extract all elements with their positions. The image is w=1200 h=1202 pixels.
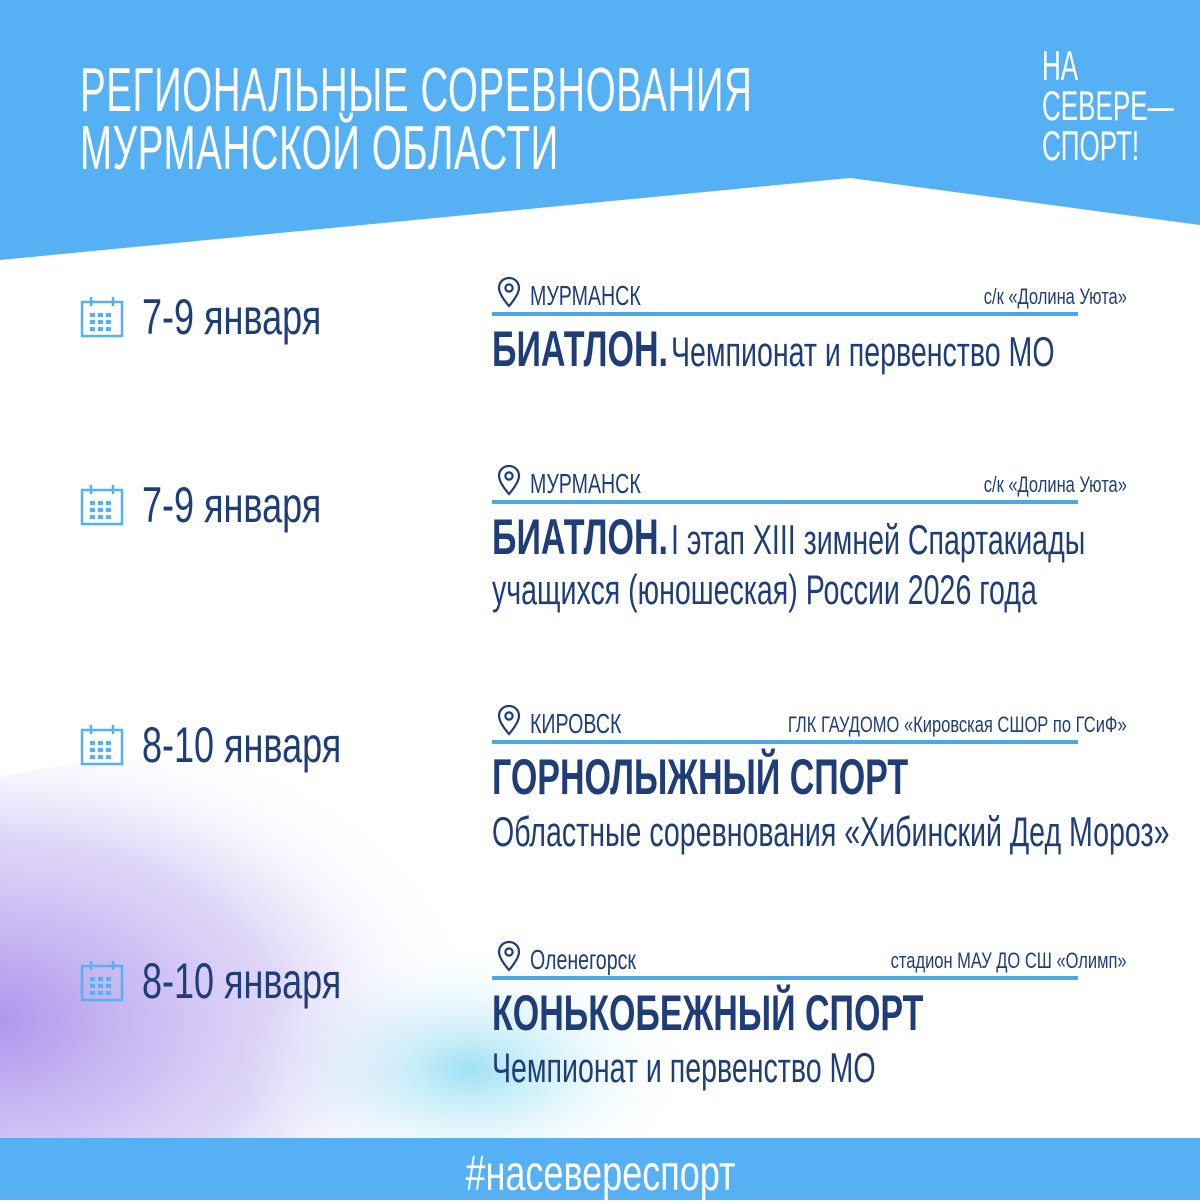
location-underline [492, 976, 1078, 980]
event-date-text: 8-10 января [142, 717, 342, 773]
event-venue: с/к «Долина Уюта» [983, 284, 1127, 309]
calendar-icon [80, 959, 124, 1003]
title-line-2: МУРМАНСКОЙ ОБЛАСТИ [80, 114, 559, 183]
location-pin-icon [497, 464, 521, 496]
event-venue: с/к «Долина Уюта» [983, 472, 1127, 497]
event-description: I этап XIII зимней Спартакиады [670, 516, 1086, 563]
event-description-line-2: Областные соревнования «Хибинский Дед Мороз» [492, 808, 1170, 855]
event-location [497, 462, 1127, 502]
event-date-text: 7-9 января [142, 289, 322, 345]
event-item [0, 280, 1200, 472]
event-title [492, 320, 1055, 378]
event-date [80, 717, 419, 773]
event-item [0, 944, 1200, 1136]
event-venue: стадион МАУ ДО СШ «Олимп» [891, 948, 1127, 973]
event-item [0, 708, 1200, 900]
event-sport: ГОРНОЛЫЖНЫЙ СПОРТ [492, 749, 909, 805]
calendar-icon [80, 723, 124, 767]
location-pin-icon [497, 940, 521, 972]
slogan-logo [1042, 42, 1174, 169]
slogan-line-2: СЕВЕРЕ— [1042, 82, 1174, 129]
slogan-line-3: СПОРТ! [1042, 122, 1140, 169]
event-date [80, 953, 419, 1009]
event-date [80, 477, 391, 533]
event-description-line-2: Чемпионат и первенство МО [492, 1044, 876, 1091]
footer-bar [0, 1138, 1200, 1200]
location-pin-icon [497, 276, 521, 308]
event-sport: БИАТЛОН. [492, 321, 668, 377]
event-location [497, 274, 1127, 314]
calendar-icon [80, 295, 124, 339]
hashtag-text: #насевереспорт [465, 1145, 735, 1201]
location-underline [492, 740, 1078, 744]
event-title [492, 508, 1085, 566]
event-city: КИРОВСК [530, 708, 622, 739]
event-description-line-2: учащихся (юношеская) России 2026 года [492, 566, 1037, 613]
event-location [497, 938, 1127, 978]
hashtag [0, 1144, 1200, 1202]
event-title [492, 984, 923, 1042]
event-item [0, 468, 1200, 660]
event-city: МУРМАНСК [530, 468, 641, 499]
title-line-1: РЕГИОНАЛЬНЫЕ СОРЕВНОВАНИЯ [80, 56, 753, 125]
event-date-text: 7-9 января [142, 477, 322, 533]
calendar-icon [80, 483, 124, 527]
event-sport: БИАТЛОН. [492, 509, 668, 565]
event-sport: КОНЬКОБЕЖНЫЙ СПОРТ [492, 985, 924, 1041]
event-city: Оленегорск [530, 944, 636, 975]
location-underline [492, 312, 1078, 316]
location-pin-icon [497, 704, 521, 736]
event-title [492, 748, 908, 806]
event-date-text: 8-10 января [142, 953, 342, 1009]
slogan-line-1: НА [1042, 42, 1079, 89]
event-date [80, 289, 391, 345]
event-venue: ГЛК ГАУДОМО «Кировская СШОР по ГСиФ» [788, 712, 1127, 737]
event-description: Чемпионат и первенство МО [670, 328, 1055, 375]
page-title [80, 56, 753, 183]
location-underline [492, 500, 1078, 504]
event-city: МУРМАНСК [530, 280, 641, 311]
event-location [497, 702, 1127, 742]
